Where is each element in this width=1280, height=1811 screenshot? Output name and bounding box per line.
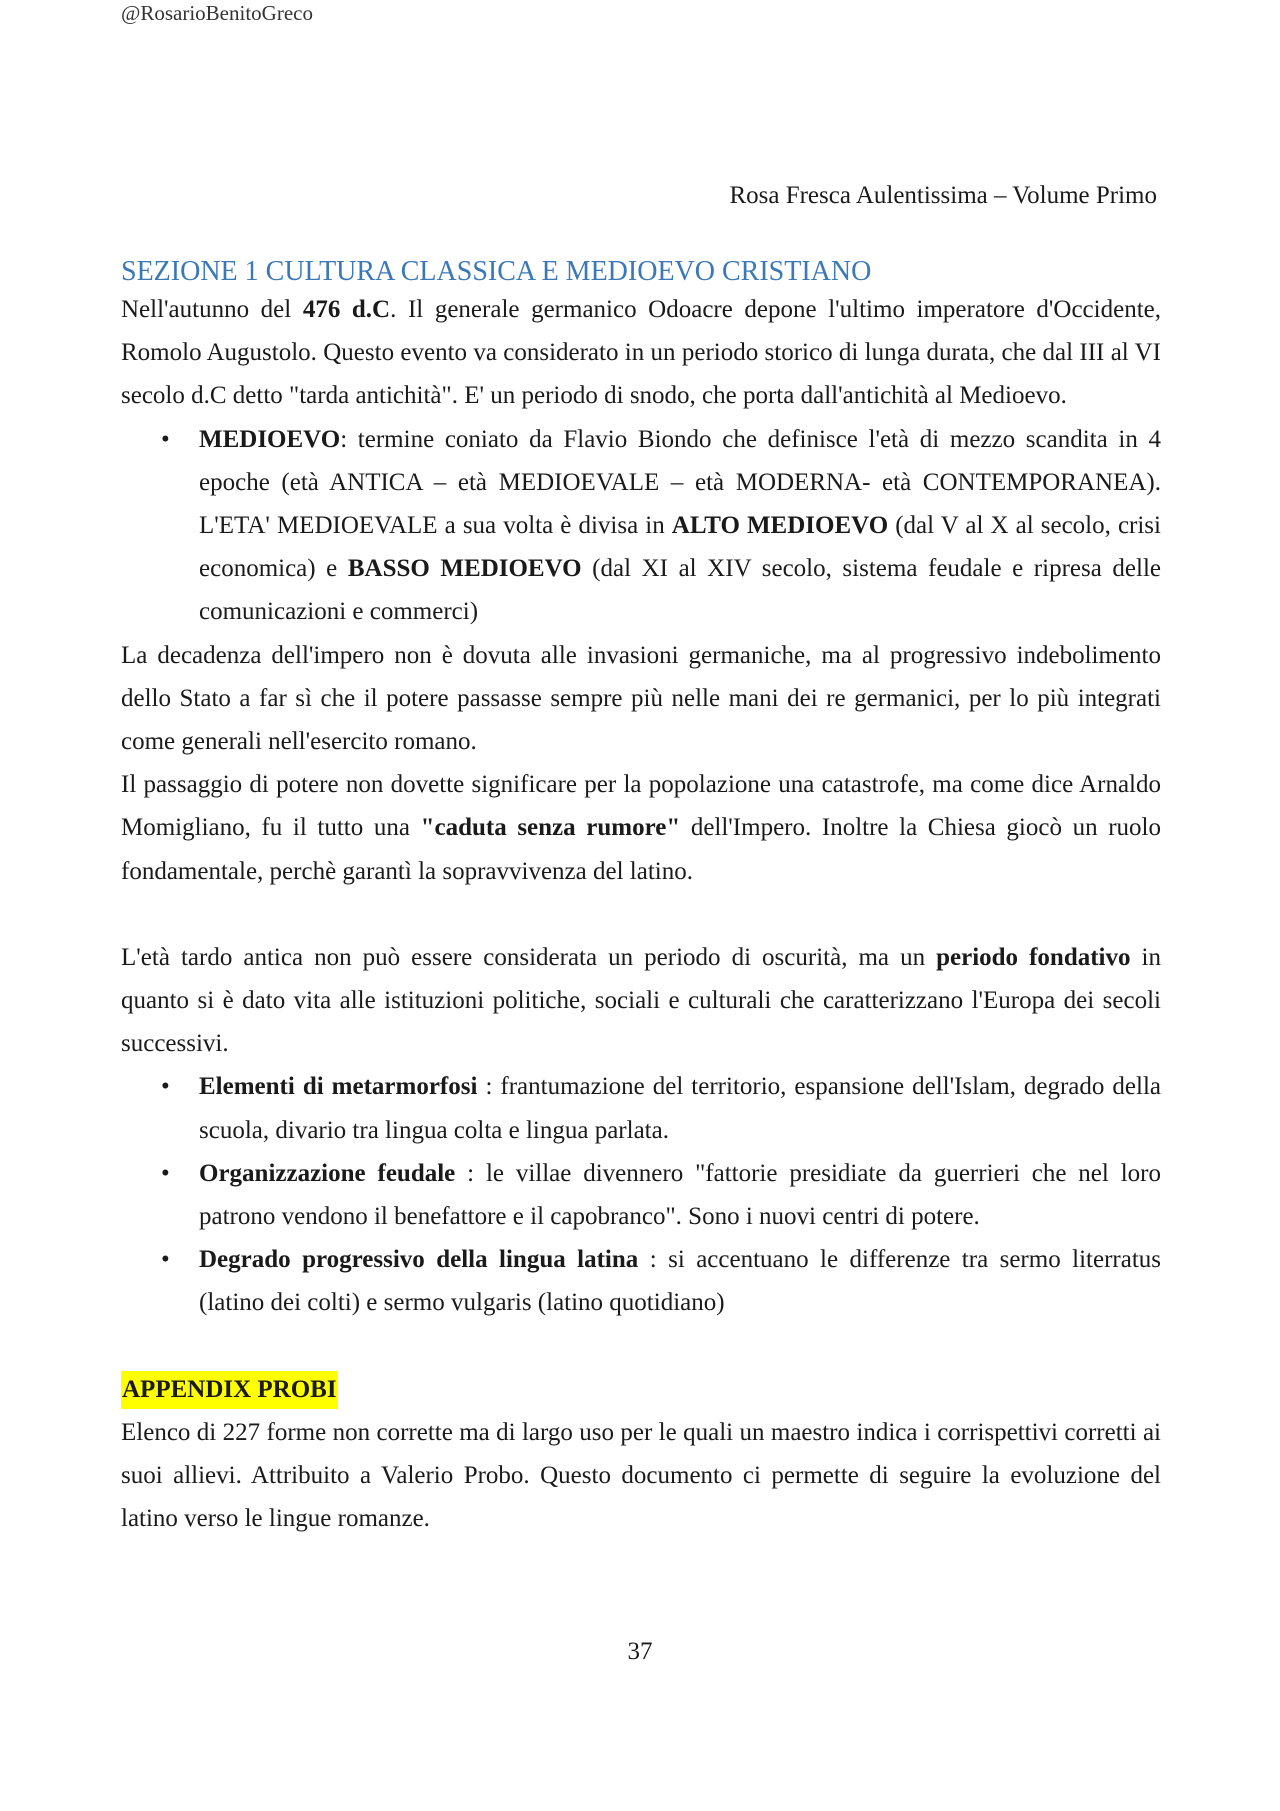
paragraph-appendix: Elenco di 227 forme non corrette ma di largo uso per le quali un maestro indica i corrispettivi corretti ai suoi allievi. Attribuito a Valerio Probo. Questo documento ci permette di seguire la evoluzione del latino verso le lingue romanze. <box>121 1418 1161 1533</box>
list-item: • Degrado progressivo della lingua latina : si accentuano le differenze tra sermo literratus (latino dei colti) e sermo vulgaris (latino quotidiano) <box>199 1238 1161 1324</box>
bold-periodo-fondativo: periodo fondativo <box>936 943 1131 971</box>
page-content <box>121 256 1161 1540</box>
paragraph-passaggio: Il passaggio di potere non dovette significare per la popolazione una catastrofe, ma come dice Arnaldo Momigliano, fu il tutto una "caduta senza rumore" dell'Impero. Inoltre la Chiesa giocò un ruolo fondamentale, perchè garantì la sopravvivenza del latino. <box>121 771 1161 885</box>
list-item-medioevo: • MEDIOEVO: termine coniato da Flavio Biondo che definisce l'età di mezzo scandita in 4 epoche (età ANTICA – età MEDIOEVALE – età MODERNA- età CONTEMPORANEA). L'ETA' MEDIOEVALE a sua volta è divisa in ALTO MEDIOEVO (dal V al X al secolo, crisi economica) e BASSO MEDIOEVO (dal XI al XIV secolo, sistema feudale e ripresa delle comunicazioni e commerci) <box>199 418 1161 634</box>
paragraph-decadenza: La decadenza dell'impero non è dovuta alle invasioni germaniche, ma al progressivo indebolimento dello Stato a far sì che il potere passasse sempre più nelle mani dei re germanici, per lo più integrati come generali nell'esercito romano. <box>121 641 1161 756</box>
section-heading: SEZIONE 1 CULTURA CLASSICA E MEDIOEVO CRISTIANO <box>121 256 872 287</box>
bold-quote: "caduta senza rumore" <box>420 814 681 842</box>
bullet-icon: • <box>161 425 170 453</box>
list-item: • Organizzazione feudale : le villae divennero "fattorie presidiate da guerrieri che nel loro patrono vendono il benefattore e il capobranco". Sono i nuovi centri di potere. <box>199 1152 1161 1238</box>
bullet-icon: • <box>161 1073 170 1101</box>
list-item: • Elementi di metarmorfosi : frantumazione del territorio, espansione dell'Islam, degrado della scuola, divario tra lingua colta e lingua parlata. <box>199 1065 1161 1151</box>
page-number: 37 <box>627 1638 653 1665</box>
bold-date: 476 d.C <box>302 296 391 323</box>
elements-list <box>121 1065 1161 1324</box>
running-header-title: Rosa Fresca Aulentissima – Volume Primo <box>729 182 1157 209</box>
blank-line <box>121 893 1161 936</box>
bullet-icon: • <box>161 1159 170 1187</box>
medioevo-list <box>121 418 1161 634</box>
bullet-icon: • <box>161 1246 170 1274</box>
appendix-heading: APPENDIX PROBI <box>121 1371 338 1409</box>
blank-line <box>121 1325 1161 1368</box>
author-watermark: @RosarioBenitoGreco <box>121 1 313 25</box>
paragraph-odoacre: Nell'autunno del 476 d.C. Il generale germanico Odoacre depone l'ultimo imperatore d'Occidente, Romolo Augustolo. Questo evento va considerato in un periodo storico di lunga durata, che dal III al VI secolo d.C detto "tarda antichità". E' un periodo di snodo, che porta dall'antichità al Medioevo. <box>121 296 1161 410</box>
appendix-heading-row <box>121 1368 1161 1411</box>
paragraph-tardo-antica: L'età tardo antica non può essere considerata un periodo di oscurità, ma un periodo fondativo in quanto si è dato vita alle istituzioni politiche, sociali e culturali che caratterizzano l'Europa dei secoli successivi. <box>121 943 1161 1058</box>
